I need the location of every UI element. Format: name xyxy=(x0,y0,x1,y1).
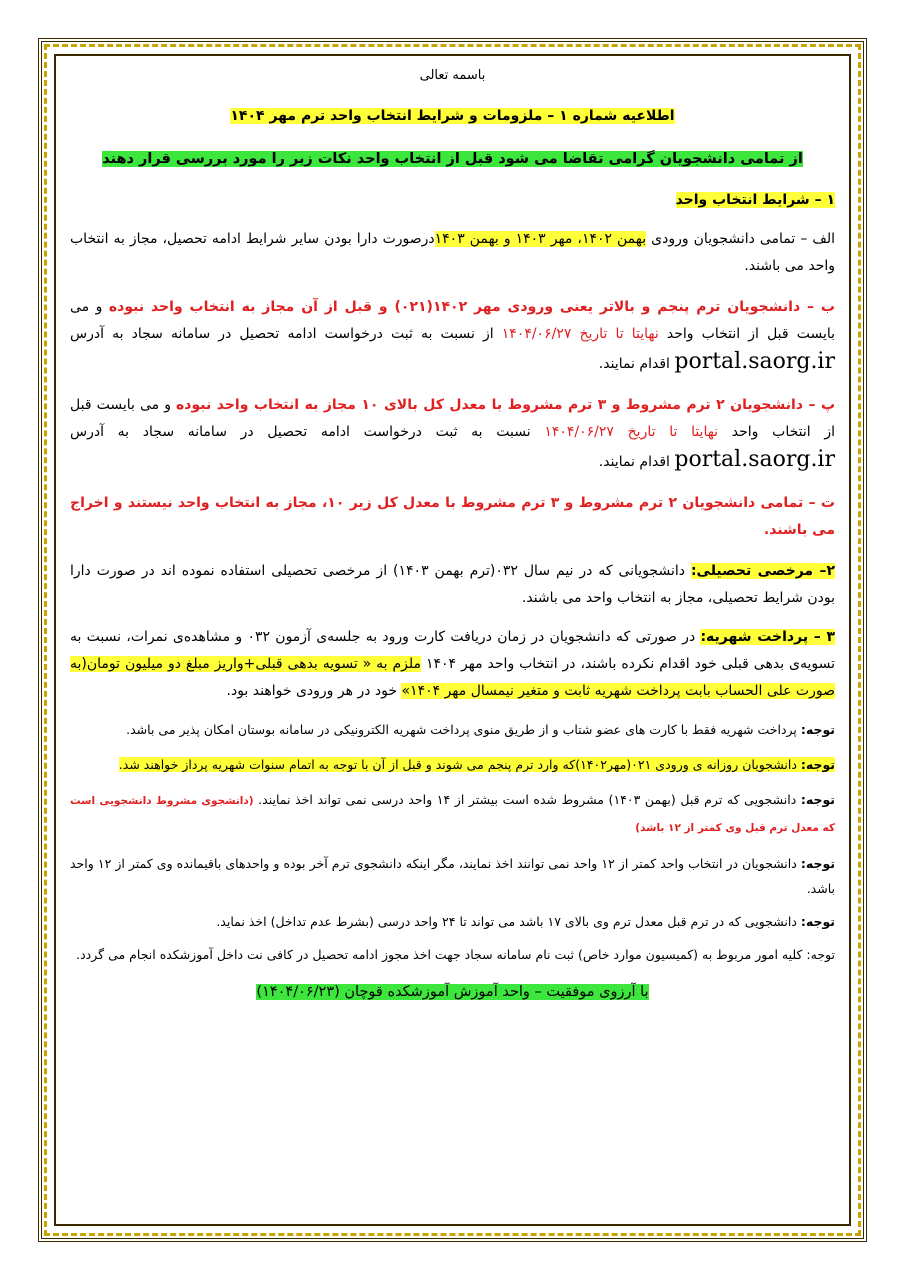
note-text: پرداخت شهریه فقط با کارت های عضو شتاب و از طریق منوی پرداخت شهریه الکترونیکی در سامانه بوستان امکان پذیر می باشد. xyxy=(126,722,801,737)
section1-heading-text: ۱ – شرایط انتخاب واحد xyxy=(675,192,835,208)
note-label: توجه: xyxy=(800,757,835,772)
item-pe-red: پ – دانشجویان ۲ ترم مشروط و ۳ ترم مشروط با معدل کل بالای ۱۰ مجاز به انتخاب واحد نبوده xyxy=(176,397,836,413)
section3-heading: ۳ – پرداخت شهریه: xyxy=(700,629,836,645)
item-alef-rest: درصورت دارا بودن سایر شرایط ادامه تحصیل، مجاز به انتخاب واحد می باشند. xyxy=(70,231,835,274)
item-be xyxy=(70,294,835,378)
note-2 xyxy=(70,752,835,777)
announcement-title xyxy=(70,103,835,130)
note-1 xyxy=(70,717,835,742)
footer-text: با آرزوی موفقیت – واحد آموزش آموزشکده قوچان (۱۴۰۴/۰۶/۲۳) xyxy=(256,984,649,1000)
note-text: توجه: کلیه امور مربوط به (کمیسیون موارد خاص) ثبت نام سامانه سجاد جهت اخذ مجوز ادامه تحصیل در کافی نت داخل آموزشکده انجام می گردد. xyxy=(76,947,835,962)
section2-text: دانشجویانی که در نیم سال ۰۳۲(ترم بهمن ۱۴۰۳) از مرخصی تحصیلی استفاده نموده اند در صورت دارا بودن شرایط تحصیلی، مجاز به انتخاب واحد می باشند. xyxy=(70,563,835,606)
note-5 xyxy=(70,909,835,934)
note-text: دانشجویان در انتخاب واحد کمتر از ۱۲ واحد نمی توانند اخذ نمایند، مگر اینکه دانشجوی ترم آخر بوده و واحدهای باقیمانده وی کمتر از ۱۲ واحد باشد. xyxy=(70,856,835,896)
note-text: دانشجویان روزانه ی ورودی ۰۲۱(مهر۱۴۰۲)که وارد ترم پنجم می شوند و قبل از آن با توجه به اتمام سنوات شهریه پرداز خواهند شد. xyxy=(118,757,801,772)
section2 xyxy=(70,558,835,612)
note-4 xyxy=(70,851,835,901)
announcement-title-text: اطلاعیه شماره ۱ – ملزومات و شرایط انتخاب واحد ترم مهر ۱۴۰۴ xyxy=(230,108,675,124)
section3-text2: خود در هر ورودی خواهند بود. xyxy=(226,683,402,699)
item-alef-highlight: بهمن ۱۴۰۲، مهر ۱۴۰۳ و بهمن ۱۴۰۳ xyxy=(434,231,647,247)
item-be-rest: از نسبت به ثبت درخواست ادامه تحصیل در سامانه سجاد به آدرس xyxy=(70,326,502,342)
note-3 xyxy=(70,787,835,841)
item-be-date: نهایتا تا تاریخ ۱۴۰۴/۰۶/۲۷ xyxy=(501,326,659,342)
item-pe-date: نهایتا تا تاریخ ۱۴۰۴/۰۶/۲۷ xyxy=(544,424,719,440)
item-alef xyxy=(70,226,835,280)
item-be-mid: و می بایست قبل از انتخاب واحد xyxy=(70,299,836,342)
note-6 xyxy=(70,942,835,967)
footer xyxy=(70,979,835,1006)
item-be-red: ب – دانشجویان ترم پنجم و بالاتر یعنی ورودی مهر ۱۴۰۲(۰۲۱) و قبل از آن مجاز به انتخاب واحد نبوده xyxy=(108,299,835,315)
item-pe-mid: و می بایست قبل از انتخاب واحد xyxy=(70,397,835,440)
note-label: توجه: xyxy=(800,856,836,871)
note-text: دانشجویی که در ترم قبل معدل ترم وی بالای ۱۷ باشد می تواند تا ۲۴ واحد درسی (بشرط عدم تداخل) اخذ نماید. xyxy=(216,914,801,929)
item-pe xyxy=(70,392,835,476)
note-label: توجه: xyxy=(800,792,835,807)
note-text: دانشجویی که ترم قبل (بهمن ۱۴۰۳) مشروط شده است بیشتر از ۱۴ واحد درسی نمی تواند اخذ نمایند. xyxy=(253,792,801,807)
note-label: توجه: xyxy=(800,722,835,737)
section3 xyxy=(70,624,835,705)
note-red: (دانشجوی مشروط دانشجویی است که معدل ترم قبل وی کمتر از ۱۲ باشد) xyxy=(70,795,835,834)
item-pe-rest: نسبت به ثبت درخواست ادامه تحصیل در سامانه سجاد به آدرس xyxy=(70,424,545,440)
item-alef-prefix: الف – تمامی دانشجویان ورودی xyxy=(646,231,835,247)
item-be-end: اقدام نمایند. xyxy=(598,356,675,372)
item-pe-end: اقدام نمایند. xyxy=(598,454,675,470)
note-label: توجه: xyxy=(800,914,835,929)
announcement-page xyxy=(70,62,835,1006)
section3-text1: در صورتی که دانشجویان در زمان دریافت کارت ورود به جلسه‌ی آزمون ۰۳۲ و مشاهده‌ی نمرات، نسبت به تسویه‌ی بدهی قبلی خود اقدام نکرده باشند، در انتخاب واحد مهر ۱۴۰۴ xyxy=(70,629,835,672)
section1-heading xyxy=(70,187,835,214)
section2-heading: ۲– مرخصی تحصیلی: xyxy=(690,563,835,579)
section3-highlight: ملزم به « تسویه بدهی قبلی+واریز مبلغ دو میلیون تومان(به صورت علی الحساب بابت پرداخت شهریه ثابت و متغیر نیمسال مهر ۱۴۰۴» xyxy=(70,656,835,699)
basmala: باسمه تعالی xyxy=(419,68,486,83)
item-be-url[interactable]: portal.saorg.ir xyxy=(674,349,835,374)
item-te: ت – تمامی دانشجویان ۲ ترم مشروط و ۳ ترم مشروط با معدل کل زیر ۱۰، مجاز به انتخاب واحد نیستند و اخراج می باشند. xyxy=(70,495,835,538)
item-pe-url[interactable]: portal.saorg.ir xyxy=(674,447,835,472)
intro-text-highlight: از تمامی دانشجویان گرامی تقاضا می شود قبل از انتخاب واحد نکات زیر را مورد بررسی قرار دهند xyxy=(102,151,803,167)
intro-text xyxy=(70,146,835,173)
